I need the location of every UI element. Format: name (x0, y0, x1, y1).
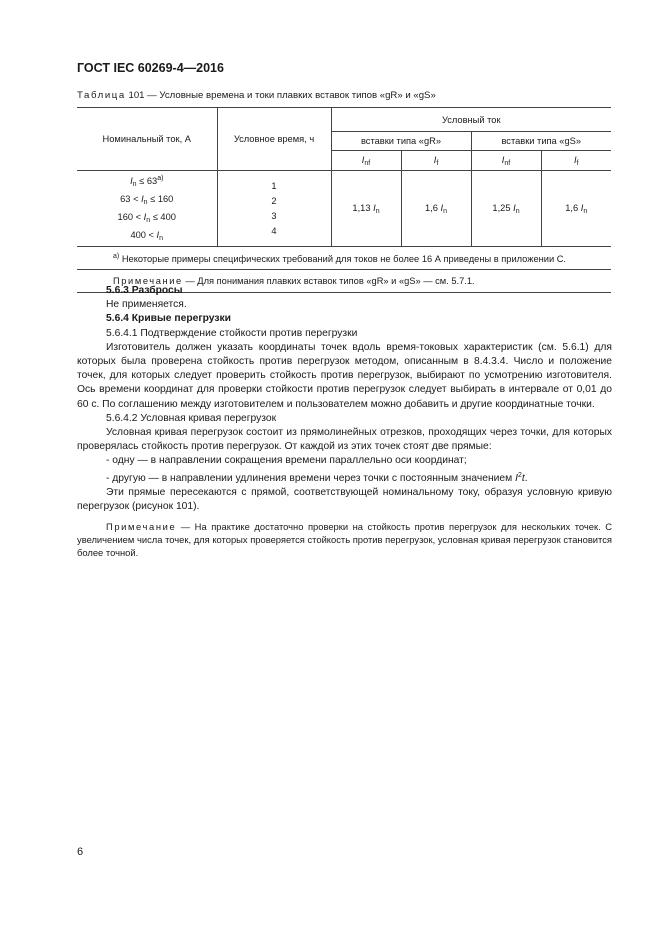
bullet-item: - одну — в направлении сокращения времени параллельно оси координат; (106, 455, 467, 467)
section-5-6-4-2-text: Условная кривая перегрузок состоит из прямолинейных отрезков, проходящих через точки, для которых проверялась стойкость против перегрузок. От каждой из этих точек стоят две прямые: (77, 427, 612, 453)
gR-inf-value: 1,13 $I_n$ (331, 171, 401, 247)
table-footnote: $^{a)}$ Некоторые примеры специфических требований для токов не более 16 А приведены в приложении С. (77, 247, 611, 270)
col-header-conventional-time: Условное время, ч (217, 108, 331, 171)
section-5-6-4-1-title: 5.6.4.1 Подтверждение стойкости против перегрузки (106, 327, 358, 339)
time-value: 3 (271, 210, 277, 221)
bullet-item: - другую — в направлении удлинения времени через точки с постоянным значением $I^2t$. (106, 471, 528, 484)
section-5-6-3-title: 5.6.3 Разбросы (106, 285, 183, 296)
conventional-times-table (77, 107, 611, 293)
col-header-gS-if: $I_f$ (541, 151, 611, 171)
rating-row: $63 < I_n \le 160$ (120, 194, 174, 206)
col-header-gS-inf: $I_{nf}$ (471, 151, 541, 171)
col-header-rated-current: Номинальный ток, А (77, 108, 217, 171)
gS-inf-value: 1,25 $I_n$ (471, 171, 541, 247)
rating-row: $I_n \le 63^{a)}$ (130, 175, 164, 188)
col-header-gR-inf: $I_{nf}$ (331, 151, 401, 171)
body-text (77, 284, 612, 559)
section-5-6-3-text: Не применяется. (106, 299, 187, 311)
rating-row: $400 < I_n$ (130, 230, 164, 242)
section-5-6-4-title: 5.6.4 Кривые перегрузки (106, 313, 231, 325)
section-5-6-4-1-text: Изготовитель должен указать координаты точек вдоль время-токовых характеристик (см. 5.6.1) для которых была проверена стойкость против перегрузок методом, описанным в 8.4.3.4. Число и положение точек, для которых следует проверить стойкость против перегрузок, выбирают по усмотрению изготовителя. Ось времени координат для проверки стойкости против перегрузок следует выбирать в интервале от 0,01 до 60 с. По соглашению между изготовителем и пользователем можно добавить и другие координатные точки. (77, 341, 612, 410)
time-value: 1 (271, 180, 277, 191)
section-5-6-4-2-text-2: Эти прямые пересекаются с прямой, соответствующей номинальному току, образуя условную кривую перегрузок (рисунок 101). (77, 486, 612, 513)
col-header-gR-if: $I_f$ (401, 151, 471, 171)
document-header: ГОСТ IEC 60269-4—2016 (77, 61, 224, 75)
conventional-time-cell (217, 171, 331, 247)
time-value: 4 (271, 225, 277, 236)
col-header-conventional-current: Условный ток (331, 108, 611, 132)
table-note: Примечание — Для понимания плавких вставок типов «gR» и «gS» — см. 5.7.1. (77, 270, 611, 293)
section-note: Примечание — На практике достаточно проверки на стойкость против перегрузок для нескольких точек. С увеличением числа точек, для которых проверяется стойкость против перегрузок, условная кривая перегрузок становится более точной. (77, 521, 612, 559)
gS-if-value: 1,6 $I_n$ (541, 171, 611, 247)
table-title (77, 90, 436, 101)
col-header-gR: вставки типа «gR» (331, 132, 471, 151)
rated-current-cell (77, 171, 217, 247)
table-title-text: 101 — Условные времена и токи плавких вставок типов «gR» и «gS» (125, 90, 436, 101)
section-5-6-4-2-title: 5.6.4.2 Условная кривая перегрузок (106, 412, 277, 424)
table-title-label: Таблица (77, 90, 126, 101)
time-value: 2 (271, 195, 277, 206)
col-header-gS: вставки типа «gS» (471, 132, 611, 151)
rating-row: $160 < I_n \le 400$ (117, 212, 176, 224)
page-number: 6 (77, 846, 84, 858)
gR-if-value: 1,6 $I_n$ (401, 171, 471, 247)
